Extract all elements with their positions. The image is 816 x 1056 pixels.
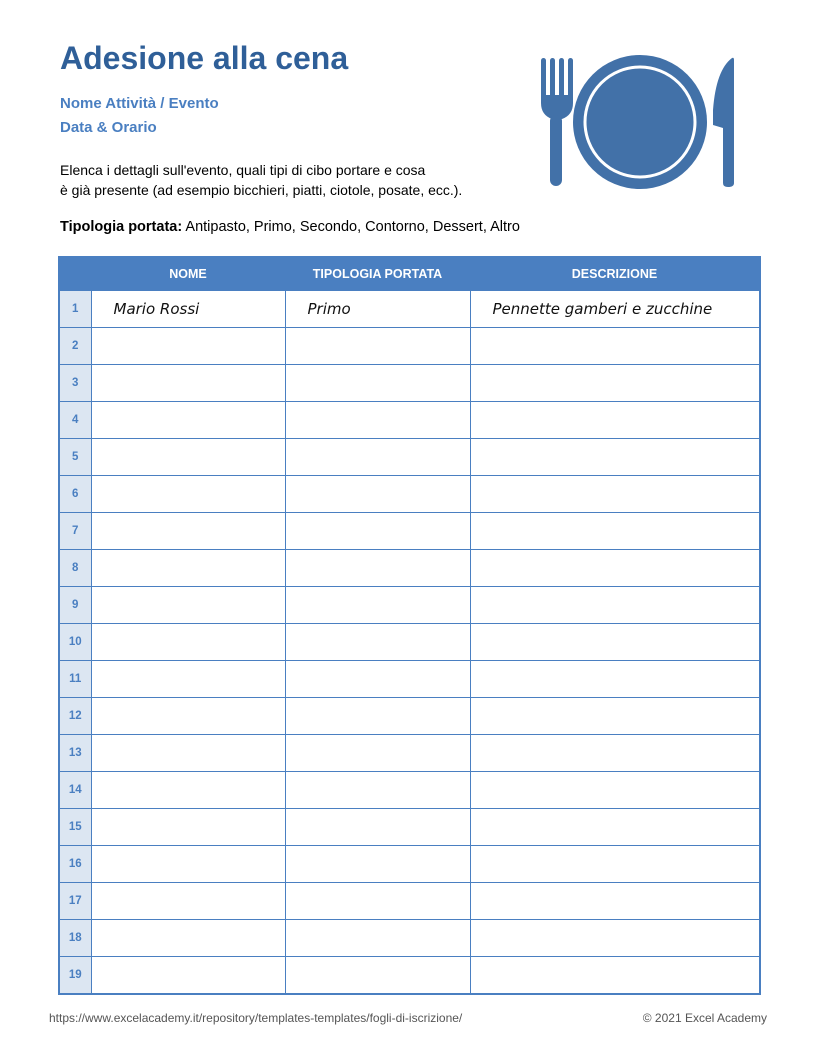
event-description [60, 160, 520, 200]
table-row [59, 883, 760, 920]
tipologia-cell[interactable] [285, 550, 470, 587]
nome-cell[interactable] [91, 439, 285, 476]
page-title: Adesione alla cena [60, 40, 349, 76]
row-number: 2 [59, 328, 91, 365]
header-nome: NOME [91, 257, 285, 291]
tipologia-cell[interactable] [285, 846, 470, 883]
row-number: 11 [59, 661, 91, 698]
row-number: 18 [59, 920, 91, 957]
descrizione-cell[interactable] [470, 809, 760, 846]
nome-cell[interactable] [91, 550, 285, 587]
nome-cell[interactable] [91, 957, 285, 995]
row-number: 13 [59, 735, 91, 772]
row-number: 8 [59, 550, 91, 587]
nome-cell[interactable] [91, 772, 285, 809]
descrizione-cell[interactable] [470, 661, 760, 698]
tipologia-cell[interactable] [285, 772, 470, 809]
signup-table [58, 256, 761, 995]
table-row [59, 476, 760, 513]
tipologia-cell[interactable] [285, 735, 470, 772]
table-row [59, 698, 760, 735]
description-line-2: è già presente (ad esempio bicchieri, piatti, ciotole, posate, ecc.). [60, 182, 463, 198]
descrizione-cell[interactable] [470, 402, 760, 439]
header-descrizione: DESCRIZIONE [470, 257, 760, 291]
footer-copyright: © 2021 Excel Academy [642, 1011, 767, 1025]
row-number: 14 [59, 772, 91, 809]
descrizione-cell[interactable] [470, 328, 760, 365]
knife-blade [713, 58, 734, 187]
row-number: 19 [59, 957, 91, 995]
course-types-values: Antipasto, Primo, Secondo, Contorno, Dessert, Altro [185, 219, 520, 235]
nome-cell[interactable] [91, 402, 285, 439]
descrizione-cell[interactable] [470, 883, 760, 920]
nome-cell[interactable] [91, 328, 285, 365]
row-number: 3 [59, 365, 91, 402]
descrizione-cell[interactable]: Pennette gamberi e zucchine [470, 291, 760, 328]
tipologia-cell[interactable] [285, 402, 470, 439]
fork-handle [550, 115, 562, 186]
descrizione-cell[interactable] [470, 513, 760, 550]
descrizione-cell[interactable] [470, 846, 760, 883]
table-row [59, 291, 760, 328]
nome-cell[interactable] [91, 624, 285, 661]
row-number: 16 [59, 846, 91, 883]
row-number: 12 [59, 698, 91, 735]
nome-cell[interactable] [91, 883, 285, 920]
row-number: 10 [59, 624, 91, 661]
event-name-label[interactable]: Nome Attività / Evento [60, 95, 219, 112]
nome-cell[interactable] [91, 661, 285, 698]
table-row [59, 328, 760, 365]
fork-plate-knife-icon [538, 55, 738, 190]
descrizione-cell[interactable] [470, 365, 760, 402]
footer-url[interactable]: https://www.excelacademy.it/repository/templates-templates/fogli-di-iscrizione/ [49, 1011, 463, 1025]
descrizione-cell[interactable] [470, 550, 760, 587]
nome-cell[interactable] [91, 513, 285, 550]
date-time-label[interactable]: Data & Orario [60, 119, 157, 136]
table-row [59, 439, 760, 476]
table-row [59, 365, 760, 402]
row-number: 5 [59, 439, 91, 476]
table-row [59, 957, 760, 995]
header-row-number [59, 257, 91, 291]
table-header-row [59, 257, 760, 291]
description-line-1: Elenca i dettagli sull'evento, quali tipi di cibo portare e cosa [60, 162, 426, 178]
descrizione-cell[interactable] [470, 698, 760, 735]
row-number: 4 [59, 402, 91, 439]
nome-cell[interactable] [91, 735, 285, 772]
table-row [59, 920, 760, 957]
nome-cell[interactable] [91, 920, 285, 957]
descrizione-cell[interactable] [470, 920, 760, 957]
table-row [59, 661, 760, 698]
tipologia-cell[interactable] [285, 476, 470, 513]
table-row [59, 772, 760, 809]
tipologia-cell[interactable] [285, 624, 470, 661]
table-row [59, 513, 760, 550]
row-number: 6 [59, 476, 91, 513]
tipologia-cell[interactable] [285, 809, 470, 846]
tipologia-cell[interactable] [285, 365, 470, 402]
nome-cell[interactable] [91, 809, 285, 846]
descrizione-cell[interactable] [470, 476, 760, 513]
header-tipologia-portata: TIPOLOGIA PORTATA [285, 257, 470, 291]
descrizione-cell[interactable] [470, 624, 760, 661]
descrizione-cell[interactable] [470, 587, 760, 624]
tipologia-cell[interactable] [285, 328, 470, 365]
tipologia-cell[interactable] [285, 957, 470, 995]
row-number: 9 [59, 587, 91, 624]
row-number: 7 [59, 513, 91, 550]
table-row [59, 587, 760, 624]
tipologia-cell[interactable] [285, 439, 470, 476]
row-number: 1 [59, 291, 91, 328]
descrizione-cell[interactable] [470, 957, 760, 995]
tipologia-cell[interactable] [285, 513, 470, 550]
nome-cell[interactable] [91, 476, 285, 513]
row-number: 15 [59, 809, 91, 846]
descrizione-cell[interactable] [470, 735, 760, 772]
course-types-label: Tipologia portata: [60, 219, 183, 235]
table-row [59, 624, 760, 661]
tipologia-cell[interactable] [285, 698, 470, 735]
table-row [59, 735, 760, 772]
plate-outer [573, 55, 707, 189]
course-types [60, 219, 520, 235]
table-row [59, 846, 760, 883]
tipologia-cell[interactable] [285, 587, 470, 624]
table-row [59, 550, 760, 587]
nome-cell[interactable] [91, 365, 285, 402]
descrizione-cell[interactable] [470, 772, 760, 809]
tipologia-cell[interactable] [285, 661, 470, 698]
tipologia-cell[interactable] [285, 883, 470, 920]
nome-cell[interactable] [91, 846, 285, 883]
nome-cell[interactable] [91, 587, 285, 624]
descrizione-cell[interactable] [470, 439, 760, 476]
row-number: 17 [59, 883, 91, 920]
nome-cell[interactable]: Mario Rossi [91, 291, 285, 328]
table-row [59, 809, 760, 846]
table-row [59, 402, 760, 439]
tipologia-cell[interactable]: Primo [285, 291, 470, 328]
tipologia-cell[interactable] [285, 920, 470, 957]
nome-cell[interactable] [91, 698, 285, 735]
